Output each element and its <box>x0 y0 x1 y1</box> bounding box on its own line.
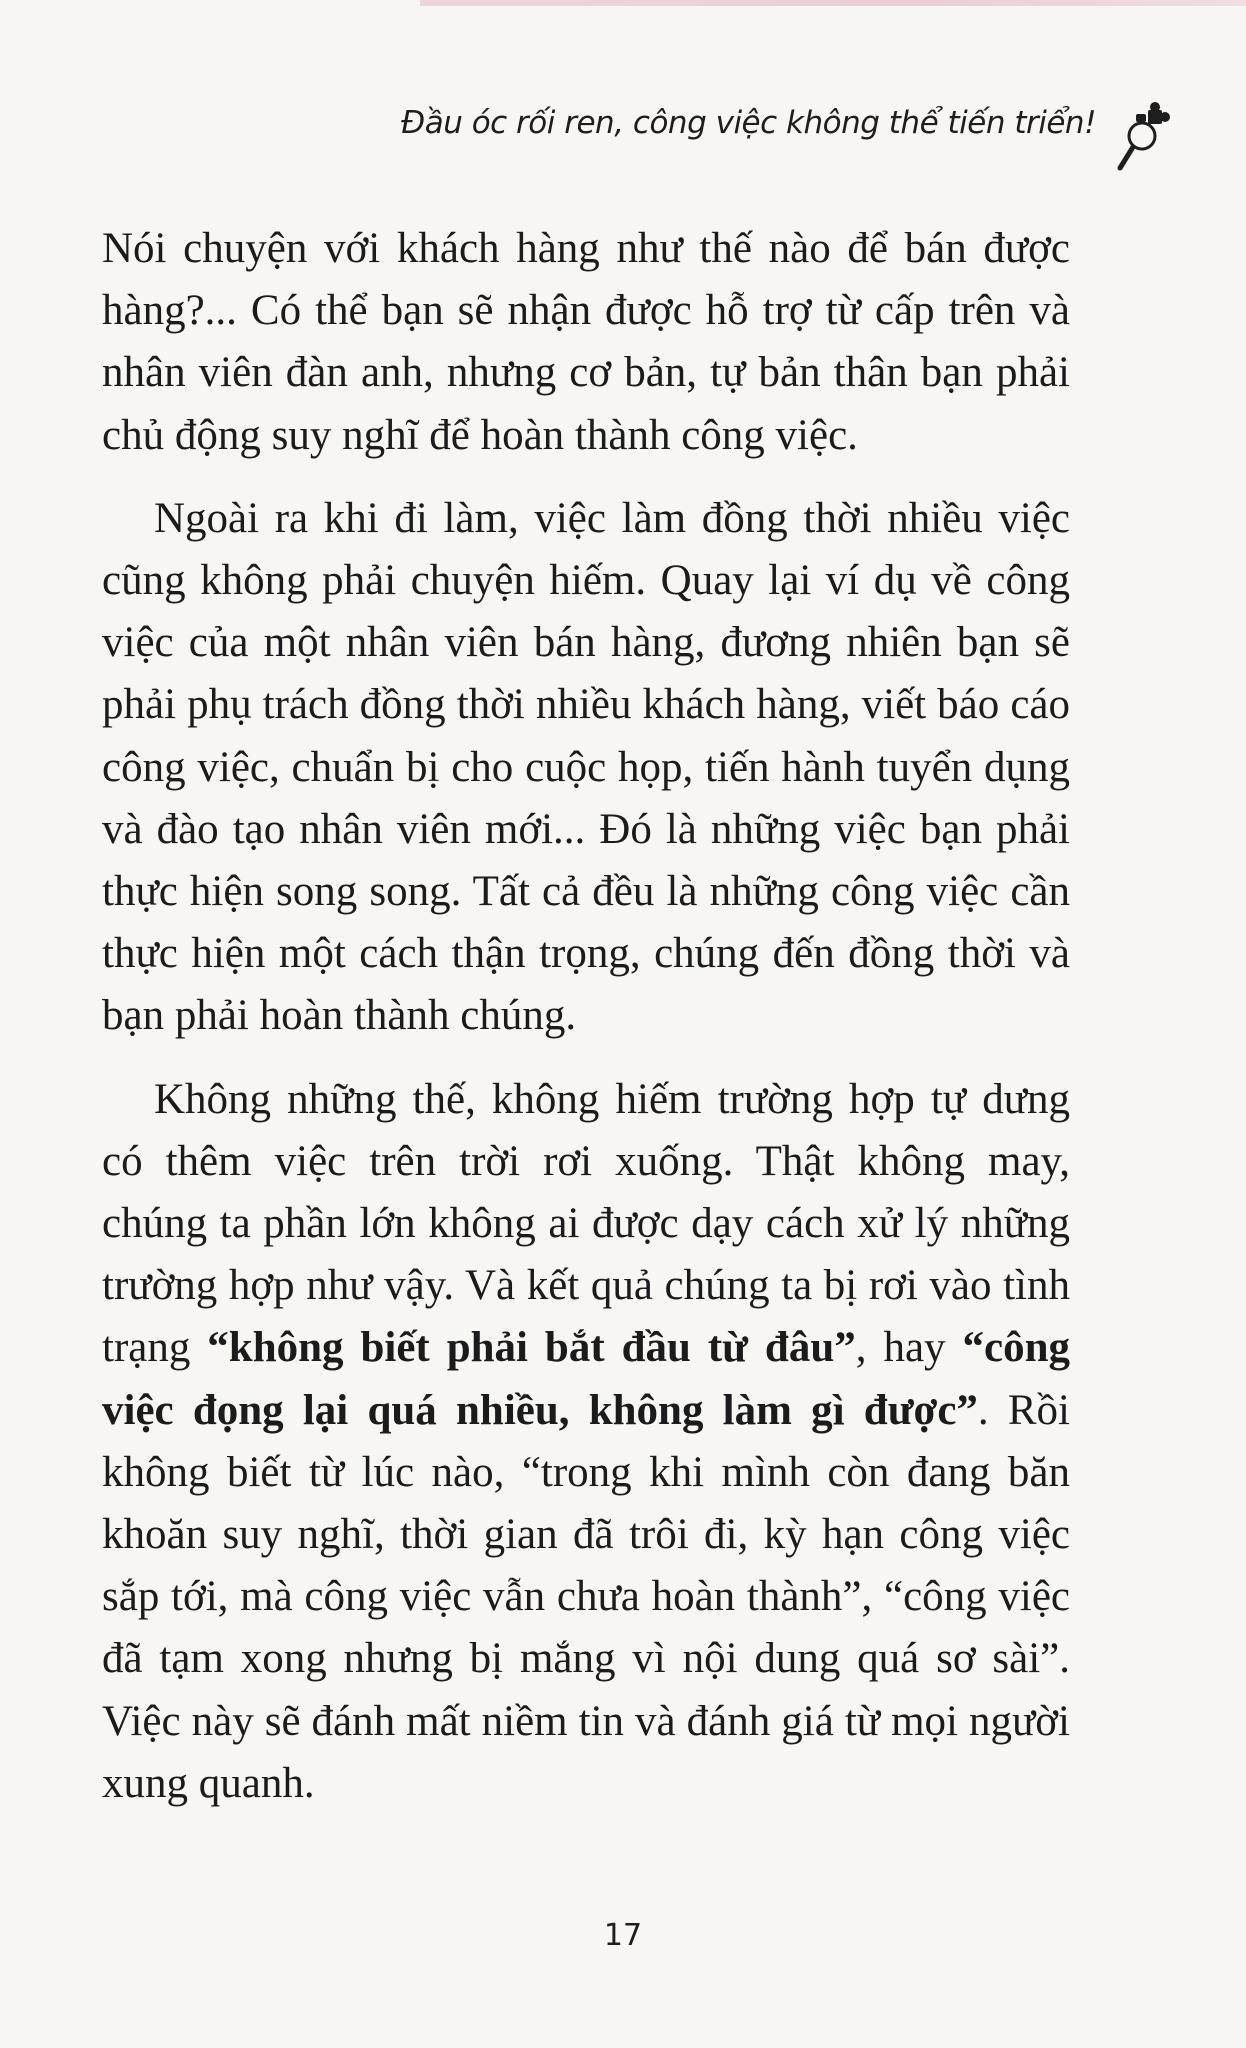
paragraph-1: Nói chuyện với khách hàng như thế nào để bán được hàng?... Có thể bạn sẽ nhận được hỗ trợ từ cấp trên và nhân viên đàn anh, nhưng cơ bản, tự bản thân bạn phải chủ động suy nghĩ để hoàn thành công việc. <box>102 225 1070 459</box>
paragraph-3-text-1: Không những thế, không hiếm trường hợp tự dưng có thêm việc trên trời rơi xuống. Thật không may, chúng ta phần lớn không ai được dạy cách xử lý những trường hợp như vậy. Và kết quả chúng ta bị rơi vào tình trạng <box>102 1075 1070 1372</box>
page-top-edge <box>420 0 1246 6</box>
paragraph-2: Ngoài ra khi đi làm, việc làm đồng thời nhiều việc cũng không phải chuyện hiếm. Quay lại ví dụ về công việc của một nhân viên bán hàng, đương nhiên bạn sẽ phải phụ trách đồng thời nhiều khách hàng, viết báo cáo công việc, chuẩn bị cho cuộc họp, tiến hành tuyển dụng và đào tạo nhân viên mới... Đó là những việc bạn phải thực hiện song song. Tất cả đều là những công việc cần thực hiện một cách thận trọng, chúng đến đồng thời và bạn phải hoàn thành chúng. <box>102 494 1070 1040</box>
paragraph-3-text-3: . Rồi không biết từ lúc nào, “trong khi mình còn đang băn khoăn suy nghĩ, thời gian đã trôi đi, kỳ hạn công việc sắp tới, mà công việc vẫn chưa hoàn thành”, “công việc đã tạm xong nhưng bị mắng vì nội dung quá sơ sài”. Việc này sẽ đánh mất niềm tin và đánh giá từ mọi người xung quanh. <box>102 1386 1070 1807</box>
body-text <box>102 218 1070 1836</box>
paragraph-3-text-2: , hay <box>855 1324 963 1372</box>
running-head: Đầu óc rối ren, công việc không thể tiến triển! <box>401 105 1096 141</box>
page-number: 17 <box>603 1918 643 1953</box>
paragraph-3 <box>102 1069 1070 1815</box>
paragraph-3-bold-1: “không biết phải bắt đầu từ đâu” <box>207 1324 856 1372</box>
puzzle-magnifier-icon <box>1112 96 1174 186</box>
paragraph-3-bold-2: “công việc đọng lại quá nhiều, không làm gì được” <box>102 1324 1070 1434</box>
